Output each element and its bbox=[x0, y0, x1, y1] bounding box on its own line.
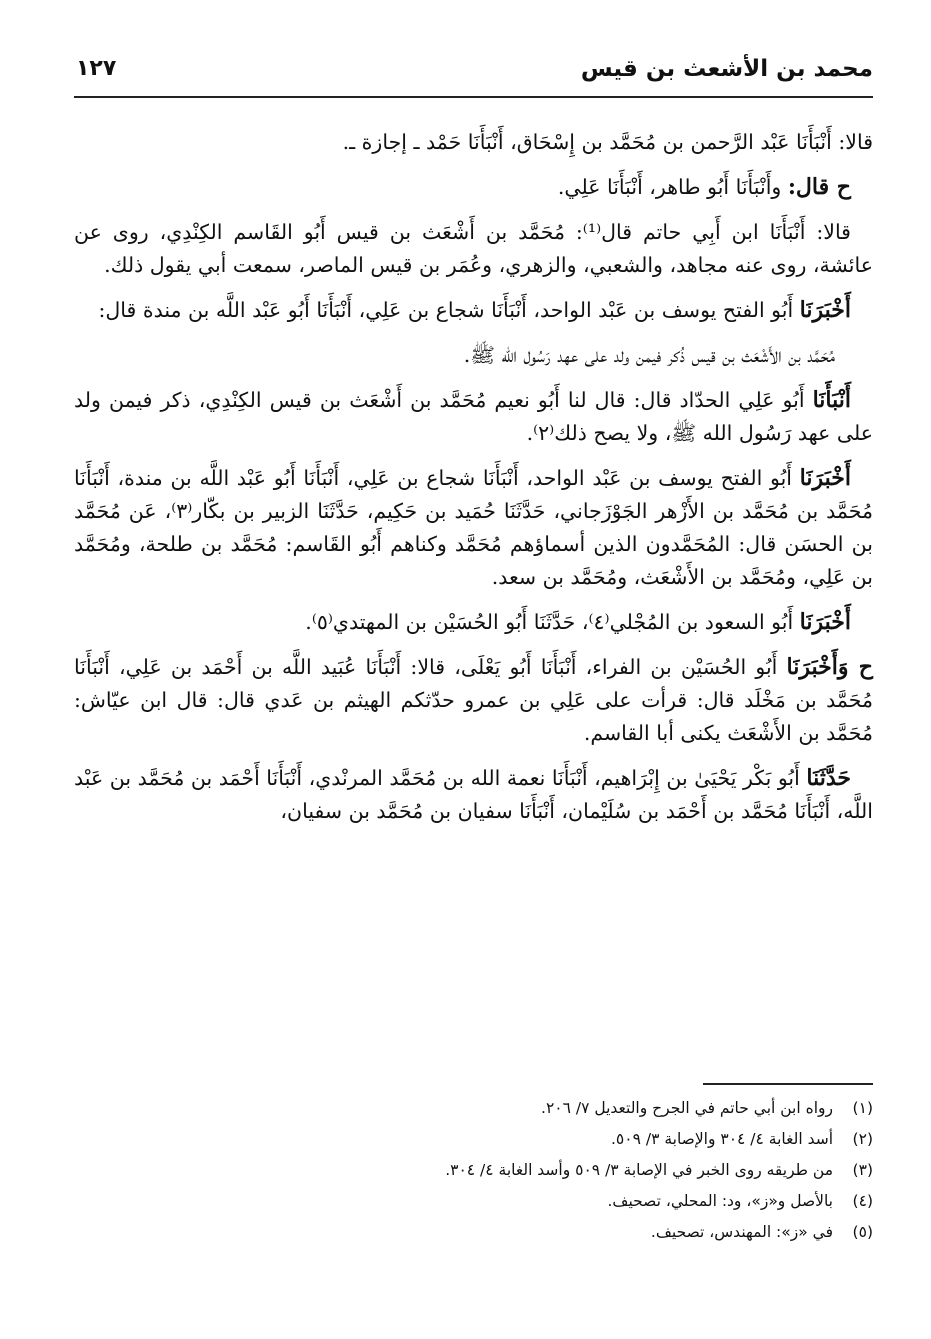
paragraph-text: أَبُو الحُسَيْن بن الفراء، أَنْبَأَنَا أَبُو يَعْلَى، قالا: أَنْبَأَنَا عُبَيد اللَّه بن أَحْمَد بن عَلِي، أَنْبَأَنَا مُحَمَّد بن مَخْلَد قال: قرأت على عَلِي بن عمرو حدّثكم الهيثم بن عَدي قال: قال ابن عيّاش: مُحَمَّد بن الأَشْعَث يكنى أبا القاسم. bbox=[74, 655, 873, 745]
footnote-number: (٥) bbox=[852, 1223, 873, 1241]
paragraph-lead: ح وَأَخْبَرَنَا bbox=[786, 654, 873, 680]
footnote-text: في «ز»: المهندس، تصحيف. bbox=[650, 1223, 833, 1241]
paragraph bbox=[74, 216, 873, 282]
main-text bbox=[74, 126, 873, 840]
paragraph-lead: ح قال: bbox=[787, 174, 851, 200]
footnote-number: (٢) bbox=[852, 1130, 873, 1148]
paragraph bbox=[74, 384, 873, 450]
footnote-number: (٤) bbox=[852, 1192, 873, 1210]
footnote-item bbox=[74, 1217, 873, 1248]
footnote-text: بالأصل و«ز»، ود: المحلي، تصحيف. bbox=[607, 1192, 833, 1210]
paragraph bbox=[74, 606, 873, 639]
paragraph bbox=[74, 294, 873, 327]
footnote-text: أسد الغابة ٤/ ٣٠٤ والإصابة ٣/ ٥٠٩. bbox=[610, 1130, 833, 1148]
paragraph-lead: أَنْبَأَنَا bbox=[812, 387, 851, 413]
paragraph-text: أَبُو السعود بن المُجْلي⁽٤⁾، حَدَّثَنَا أَبُو الحُسَيْن بن المهتدي⁽٥⁾. bbox=[305, 610, 800, 634]
header-title: محمد بن الأشعث بن قيس bbox=[580, 56, 873, 82]
footnote-number: (٣) bbox=[852, 1161, 873, 1179]
footnote-item bbox=[74, 1124, 873, 1155]
page-number: ١٢٧ bbox=[76, 56, 117, 81]
paragraph-lead: أَخْبَرَنَا bbox=[799, 609, 851, 635]
paragraph-lead: حَدَّثَنَا bbox=[806, 765, 851, 791]
paragraph-text: أَبُو الفتح يوسف بن عَبْد الواحد، أَنْبَأَنَا شجاع بن عَلِي، أَنْبَأَنَا أَبُو عَبْد اللَّه بن مندة قال: bbox=[98, 298, 800, 322]
footnotes bbox=[74, 1093, 873, 1248]
running-header bbox=[74, 52, 873, 98]
paragraph-lead: أَخْبَرَنَا bbox=[799, 297, 851, 323]
paragraph bbox=[74, 462, 873, 594]
paragraph-text: قالا: أَنْبَأَنَا ابن أَبِي حاتم قال⁽¹⁾: مُحَمَّد بن أَشْعَث بن قيس أَبُو القَاسم الكِنْدِي، روى عن عائشة، روى عنه مجاهد، والشعبي، والزهري، وعُمَر بن قيس الماصر، سمعت أبي يقول ذلك. bbox=[74, 220, 873, 277]
paragraph bbox=[74, 126, 873, 159]
footnote-text: من طريقه روى الخبر في الإصابة ٣/ ٥٠٩ وأسد الغابة ٤/ ٣٠٤. bbox=[445, 1161, 833, 1179]
paragraph bbox=[74, 762, 873, 828]
footnote-divider bbox=[703, 1083, 873, 1085]
paragraph bbox=[74, 171, 873, 204]
footnote-text: رواه ابن أبي حاتم في الجرح والتعديل ٧/ ٢٠٦. bbox=[541, 1099, 833, 1117]
footnote-item bbox=[74, 1186, 873, 1217]
paragraph-text: قالا: أَنْبَأَنَا عَبْد الرَّحمن بن مُحَمَّد بن إِسْحَاق، أَنْبَأَنَا حَمْد ـ إجازة ـ. bbox=[342, 130, 873, 154]
footnote-item bbox=[74, 1155, 873, 1186]
paragraph-text: مُحَمَّد بن الأَشْعَث بن قيس ذُكر فيمن ولد على عهد رَسُول الله ﷺ. bbox=[463, 343, 835, 367]
paragraph-lead: أَخْبَرَنَا bbox=[799, 465, 851, 491]
footnote-item bbox=[74, 1093, 873, 1124]
paragraph bbox=[74, 651, 873, 750]
paragraph-text: أَبُو الفتح يوسف بن عَبْد الواحد، أَنْبَأَنَا شجاع بن عَلِي، أَنْبَأَنَا أَبُو عَبْد اللَّه بن مندة، أَنْبَأَنَا مُحَمَّد بن مُحَمَّد بن الأَزْهر الجَوْزَجاني، حَدَّثَنَا حُمَيد بن حَكِيم، حَدَّثَنَا الزبير بن بكّار⁽٣⁾، عَن مُحَمَّد بن الحسَن قال: المُحَمَّدون الذين أسماؤهم مُحَمَّد وكناهم أَبُو القَاسم: مُحَمَّد بن طلحة، ومُحَمَّد بن عَلِي، ومُحَمَّد بن الأَشْعَث، ومُحَمَّد بن سعد. bbox=[74, 466, 873, 589]
footnote-number: (١) bbox=[852, 1099, 873, 1117]
paragraph-text: أَبُو عَلِي الحدّاد قال: قال لنا أَبُو نعيم مُحَمَّد بن أَشْعَث بن قيس الكِنْدِي، ذكر فيمن ولد على عهد رَسُول الله ﷺ، ولا يصح ذلك⁽٢⁾. bbox=[74, 388, 873, 445]
paragraph-text: وأَنْبَأَنَا أَبُو طاهر، أَنْبَأَنَا عَلِي. bbox=[557, 175, 788, 199]
paragraph-quote bbox=[74, 339, 873, 372]
paragraph-text: أَبُو بَكْر يَحْيَىٰ بن إِبْرَاهيم، أَنْبَأَنَا نعمة الله بن مُحَمَّد المرنْدي، أَنْبَأَنَا أَحْمَد بن مُحَمَّد بن عَبْد اللَّه، أَنْبَأَنَا مُحَمَّد بن أَحْمَد بن سُلَيْمان، أَنْبَأَنَا سفيان بن مُحَمَّد بن سفيان، bbox=[74, 766, 873, 823]
